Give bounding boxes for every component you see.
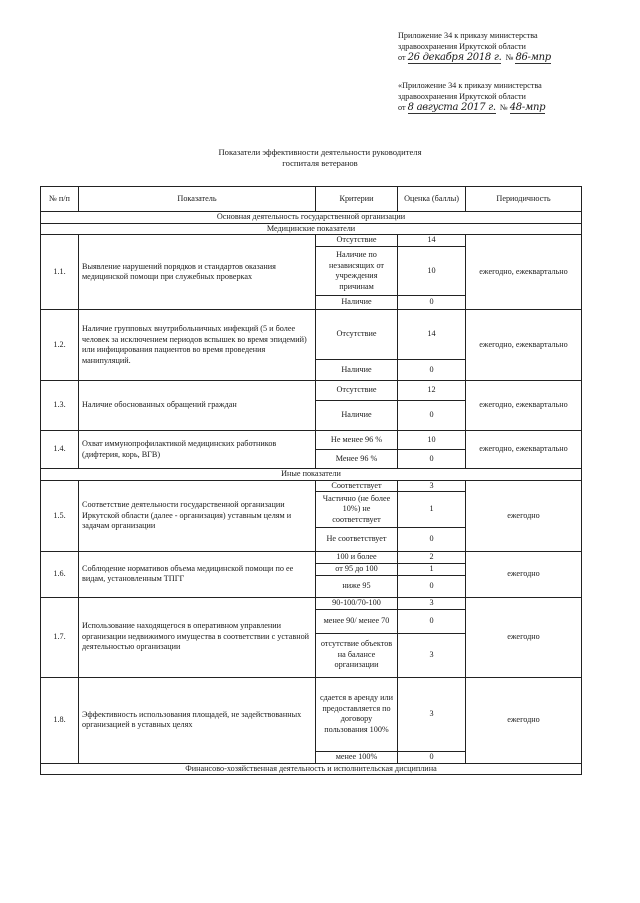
row-indicator: Соответствие деятельности государственной организации Иркутской области (далее - организация) уставным целям и задачам организации: [79, 480, 316, 552]
appendix-line: «Приложение 34 к приказу министерства: [398, 81, 542, 90]
row-number: 1.4.: [41, 431, 79, 469]
score: 0: [398, 296, 466, 310]
criterion: сдается в аренду или предоставляется по договору пользования 100%: [316, 677, 398, 751]
row-periodicity: ежегодно, ежеквартально: [466, 431, 582, 469]
criterion: 90-100/70-100: [316, 597, 398, 609]
order-date-number-line: [398, 52, 598, 64]
row-indicator: Охват иммунопрофилактикой медицинских работников (дифтерия, корь, ВГВ): [79, 431, 316, 469]
score: 2: [398, 552, 466, 564]
score: 0: [398, 528, 466, 552]
score: 3: [398, 480, 466, 492]
score: 3: [398, 633, 466, 677]
header-criteria: Критерии: [316, 187, 398, 212]
section-row-medical: [41, 223, 582, 235]
score: 1: [398, 492, 466, 528]
handwritten-order-number: 86-мпр: [515, 52, 551, 63]
row-number: 1.7.: [41, 597, 79, 677]
score: 3: [398, 597, 466, 609]
handwritten-date: 26 декабря 2018 г.: [407, 52, 502, 63]
table-row: [41, 677, 582, 751]
handwritten-date: 8 августа 2017 г.: [407, 102, 496, 113]
table-row: [41, 552, 582, 564]
criterion: менее 90/ менее 70: [316, 609, 398, 633]
criterion: Соответствует: [316, 480, 398, 492]
criterion: Наличие по независящих от учреждения причинам: [316, 247, 398, 296]
indicators-table: [40, 186, 582, 775]
order-appendix-note-current: [398, 30, 598, 64]
row-indicator: Выявление нарушений порядков и стандартов оказания медицинской помощи при служебных проверках: [79, 235, 316, 310]
document-title: [0, 147, 640, 169]
score: 1: [398, 563, 466, 575]
title-line-2: госпиталя ветеранов: [282, 158, 358, 168]
section-title: Иные показатели: [41, 469, 582, 481]
score: 14: [398, 235, 466, 247]
ministry-line: здравоохранения Иркутской области: [398, 92, 526, 101]
section-title: Медицинские показатели: [41, 223, 582, 235]
criterion: Не менее 96 %: [316, 431, 398, 450]
order-appendix-note-previous: [398, 80, 598, 114]
table-row: [41, 381, 582, 401]
table-row: [41, 597, 582, 609]
appendix-line: Приложение 34 к приказу министерства: [398, 31, 538, 40]
row-number: 1.8.: [41, 677, 79, 763]
table-row: [41, 480, 582, 492]
section-row-main: [41, 212, 582, 224]
score: 0: [398, 751, 466, 763]
criterion: от 95 до 100: [316, 563, 398, 575]
row-indicator: Использование находящегося в оперативном управлении организации недвижимого имущества в соответствии с уставной деятельностью организации: [79, 597, 316, 677]
row-indicator: Наличие групповых внутрибольничных инфекций (5 и более человек за исключением периодов вспышек во время эпидемий) или инфицирования пациентов во время проведения манипуляций.: [79, 310, 316, 381]
row-number: 1.3.: [41, 381, 79, 431]
score: 10: [398, 247, 466, 296]
row-periodicity: ежегодно: [466, 480, 582, 552]
criterion: Отсутствие: [316, 235, 398, 247]
row-indicator: Наличие обоснованных обращений граждан: [79, 381, 316, 431]
row-periodicity: ежегодно, ежеквартально: [466, 235, 582, 310]
table-row: [41, 310, 582, 360]
score: 14: [398, 310, 466, 360]
criterion: Наличие: [316, 360, 398, 381]
section-row-other: [41, 469, 582, 481]
row-periodicity: ежегодно, ежеквартально: [466, 381, 582, 431]
score: 0: [398, 609, 466, 633]
criterion: ниже 95: [316, 575, 398, 597]
row-number: 1.6.: [41, 552, 79, 598]
row-number: 1.2.: [41, 310, 79, 381]
criterion: Частично (не более 10%) не соответствует: [316, 492, 398, 528]
row-periodicity: ежегодно: [466, 677, 582, 763]
ministry-line: здравоохранения Иркутской области: [398, 42, 526, 51]
row-indicator: Эффективность использования площадей, не задействованных организацией в уставных целях: [79, 677, 316, 763]
table-header-row: [41, 187, 582, 212]
header-indicator: Показатель: [79, 187, 316, 212]
score: 10: [398, 431, 466, 450]
criterion: Наличие: [316, 296, 398, 310]
date-prefix: от: [398, 53, 406, 62]
criterion: Наличие: [316, 401, 398, 431]
header-score: Оценка (баллы): [398, 187, 466, 212]
row-periodicity: ежегодно: [466, 597, 582, 677]
criterion: 100 и более: [316, 552, 398, 564]
title-line-1: Показатели эффективности деятельности руководителя: [218, 147, 422, 157]
handwritten-order-number: 48-мпр: [509, 102, 546, 113]
section-row-finance: [41, 763, 582, 775]
criterion: Менее 96 %: [316, 450, 398, 469]
criterion: Отсутствие: [316, 381, 398, 401]
score: 0: [398, 401, 466, 431]
score: 0: [398, 575, 466, 597]
score: 0: [398, 360, 466, 381]
header-periodicity: Периодичность: [466, 187, 582, 212]
section-title: Основная деятельность государственной организации: [41, 212, 582, 224]
row-number: 1.5.: [41, 480, 79, 552]
score: 0: [398, 450, 466, 469]
header-num: № п/п: [41, 187, 79, 212]
row-indicator: Соблюдение нормативов объема медицинской помощи по ее видам, установленным ТПГГ: [79, 552, 316, 598]
criterion: Не соответствует: [316, 528, 398, 552]
row-periodicity: ежегодно, ежеквартально: [466, 310, 582, 381]
number-label: №: [505, 53, 514, 62]
row-periodicity: ежегодно: [466, 552, 582, 598]
number-label: №: [499, 103, 508, 112]
date-prefix: от: [398, 103, 406, 112]
table-row: [41, 235, 582, 247]
criterion: Отсутствие: [316, 310, 398, 360]
criterion: отсутствие объектов на балансе организации: [316, 633, 398, 677]
table-row: [41, 431, 582, 450]
score: 12: [398, 381, 466, 401]
row-number: 1.1.: [41, 235, 79, 310]
criterion: менее 100%: [316, 751, 398, 763]
order-date-number-line: [398, 102, 598, 114]
score: 3: [398, 677, 466, 751]
section-title: Финансово-хозяйственная деятельность и исполнительская дисциплина: [41, 763, 582, 775]
